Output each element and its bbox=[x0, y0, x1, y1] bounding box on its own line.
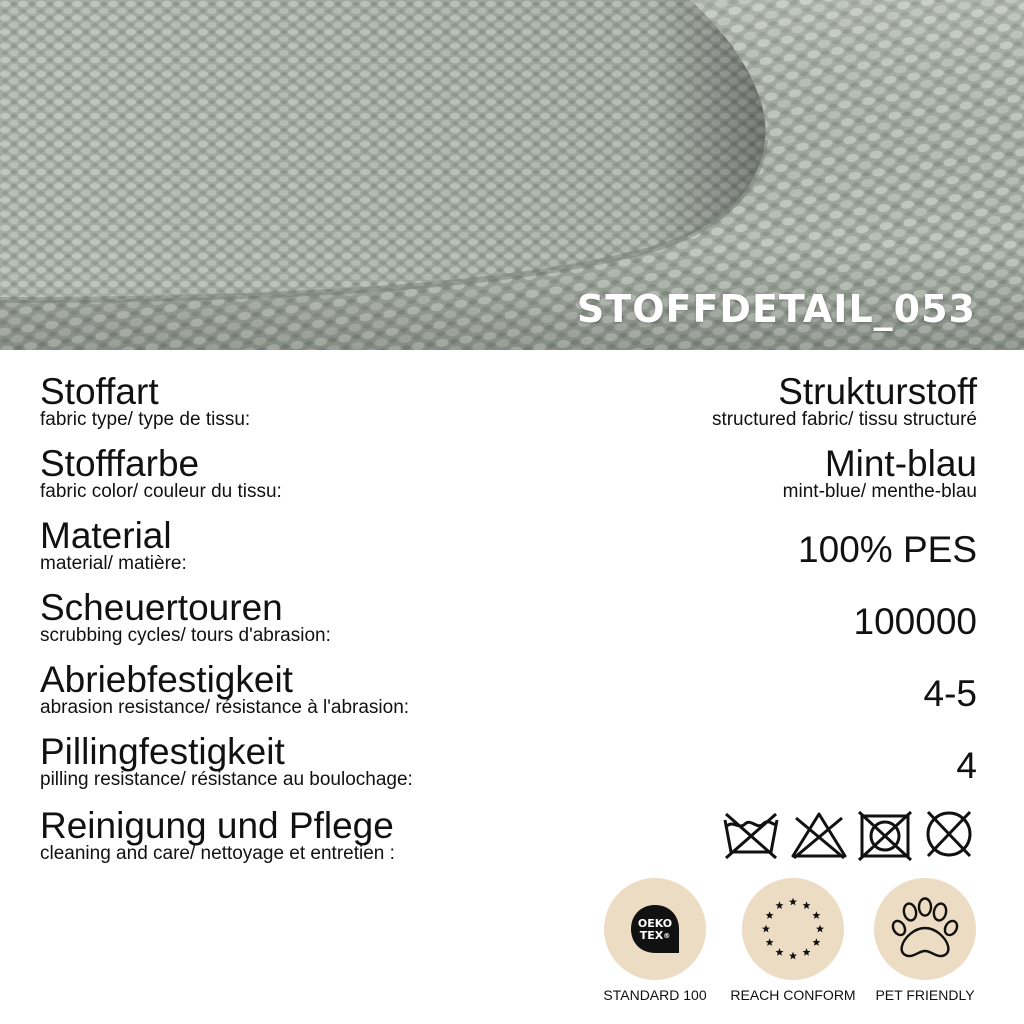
eu-stars-icon bbox=[742, 878, 844, 980]
spec-label: Reinigung und Pflege bbox=[40, 805, 394, 846]
spec-value: 4-5 bbox=[923, 673, 977, 714]
spec-row-pilling-resistance bbox=[40, 732, 977, 794]
badge-label-standard-100: STANDARD 100 bbox=[603, 987, 707, 1003]
oeko-logo-line2-wrap bbox=[604, 930, 706, 942]
oeko-logo-mark: ® bbox=[663, 932, 671, 940]
spec-label: Stofffarbe bbox=[40, 443, 200, 484]
spec-row-fabric-type bbox=[40, 372, 977, 434]
eu-star bbox=[776, 948, 784, 956]
spec-label: Scheuertouren bbox=[40, 587, 283, 628]
eu-star bbox=[816, 925, 824, 933]
eu-star bbox=[776, 901, 784, 909]
spec-label: Material bbox=[40, 515, 172, 556]
spec-label-translation: fabric type/ type de tissu: bbox=[40, 409, 251, 430]
spec-value: 4 bbox=[956, 745, 977, 786]
badge-label-reach: REACH CONFORM bbox=[730, 987, 856, 1003]
fabric-code: STOFFDETAIL_053 bbox=[576, 287, 976, 331]
spec-value: 100000 bbox=[853, 601, 977, 642]
oeko-tex-badge bbox=[604, 878, 706, 980]
spec-row-fabric-color bbox=[40, 444, 977, 506]
spec-label: Stoffart bbox=[40, 371, 159, 412]
pet-friendly-badge bbox=[874, 878, 976, 980]
spec-label-translation: fabric color/ couleur du tissu: bbox=[40, 481, 282, 502]
oeko-logo-line2: TEX bbox=[639, 929, 664, 942]
spec-value: Mint-blau bbox=[824, 443, 977, 484]
eu-star bbox=[789, 952, 797, 960]
paw-icon bbox=[874, 878, 976, 980]
spec-label-translation: cleaning and care/ nettoyage et entretien : bbox=[40, 843, 395, 864]
spec-row-abrasion-resistance bbox=[40, 660, 977, 722]
badge-label-pet-friendly: PET FRIENDLY bbox=[875, 987, 975, 1003]
eu-star bbox=[803, 901, 811, 909]
spec-label-translation: abrasion resistance/ résistance à l'abrasion: bbox=[40, 697, 410, 718]
reach-badge bbox=[742, 878, 844, 980]
spec-value-translation: structured fabric/ tissu structuré bbox=[711, 409, 977, 430]
eu-star bbox=[766, 938, 774, 946]
eu-star bbox=[766, 911, 774, 919]
spec-label-translation: pilling resistance/ résistance au boulochage: bbox=[40, 769, 413, 790]
oeko-logo-line1: OEKO bbox=[637, 917, 673, 930]
no-bleach-icon bbox=[790, 806, 848, 862]
spec-label: Pillingfestigkeit bbox=[40, 731, 285, 772]
spec-label-translation: material/ matière: bbox=[40, 553, 187, 574]
eu-star bbox=[762, 925, 770, 933]
spec-row-scrubbing-cycles bbox=[40, 588, 977, 650]
spec-label-translation: scrubbing cycles/ tours d'abrasion: bbox=[40, 625, 331, 646]
spec-label: Abriebfestigkeit bbox=[40, 659, 293, 700]
eu-star bbox=[789, 898, 797, 906]
eu-star bbox=[812, 911, 820, 919]
no-tumble-dry-icon bbox=[856, 806, 914, 862]
spec-value: Strukturstoff bbox=[778, 371, 977, 412]
eu-star bbox=[803, 948, 811, 956]
fabric-photo bbox=[0, 0, 1024, 350]
spec-value: 100% PES bbox=[798, 529, 977, 570]
no-wash-icon bbox=[722, 806, 780, 862]
spec-row-material bbox=[40, 516, 977, 578]
spec-value-translation: mint-blue/ menthe-blau bbox=[782, 481, 977, 502]
no-dry-clean-icon bbox=[920, 806, 978, 862]
eu-star bbox=[812, 938, 820, 946]
